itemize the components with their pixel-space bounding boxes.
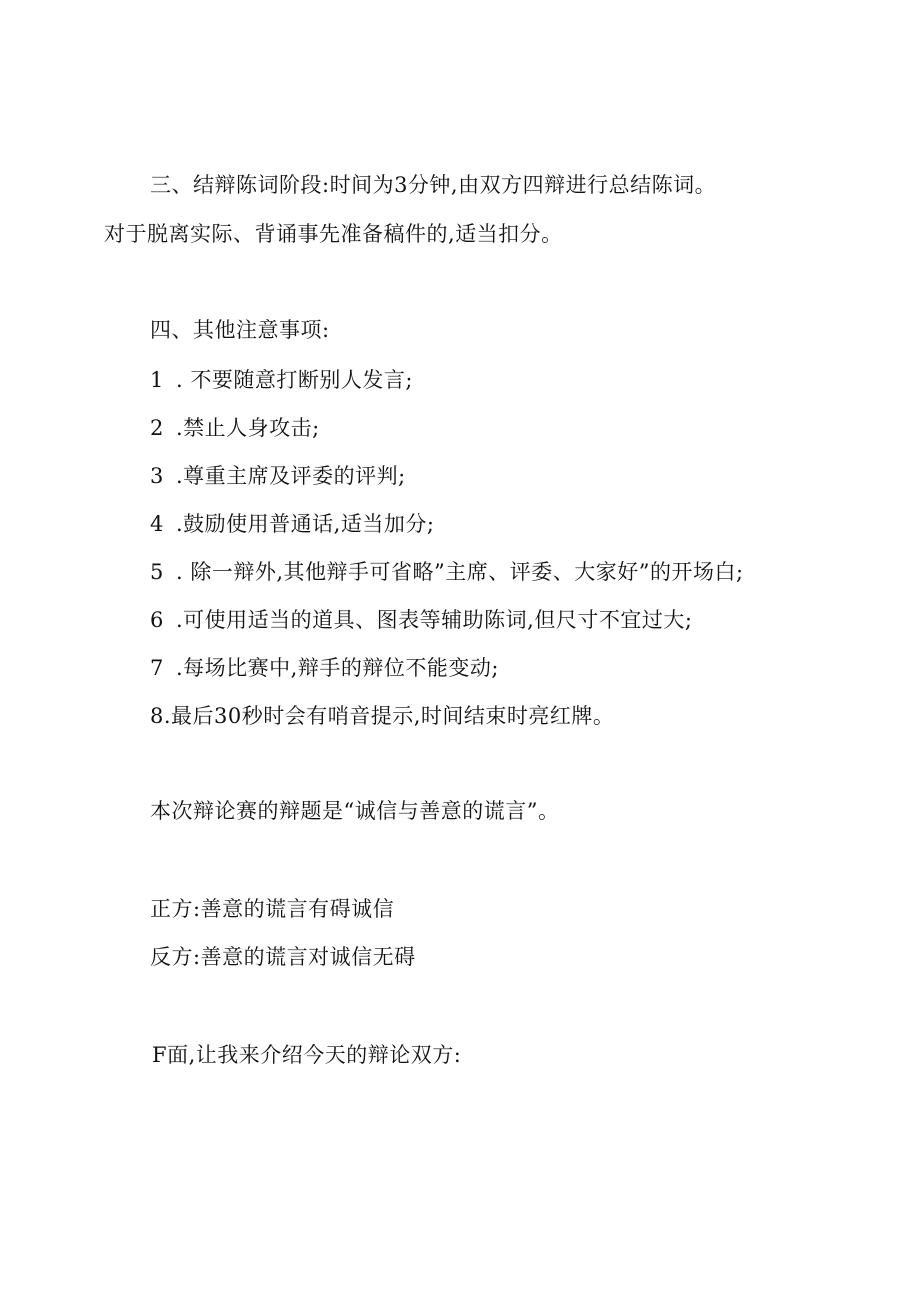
rule-item-text: .可使用适当的道具、图表等辅助陈词,但尺寸不宜过大; xyxy=(176,608,693,632)
rule-item-number: 5 xyxy=(150,560,164,584)
rule-item-number: 6 xyxy=(150,608,164,632)
rule-item-5 xyxy=(150,558,744,586)
rule-item-4 xyxy=(150,510,434,538)
debate-topic: 本次辩论赛的辩题是“诚信与善意的谎言”。 xyxy=(150,799,560,823)
rule-item-number: 3 xyxy=(150,464,164,488)
section3-line1: 三、结辩陈词阶段:时间为3分钟,由双方四辩进行总结陈词。 xyxy=(150,173,717,197)
rule-item-number: 2 xyxy=(150,416,164,440)
section3-line2: 对于脱离实际、背诵事先准备稿件的,适当扣分。 xyxy=(104,222,563,246)
rule-item-number: 1 xyxy=(150,368,164,392)
rule-item-8: 8.最后30秒时会有哨音提示,时间结束时亮红牌。 xyxy=(150,704,615,728)
rule-item-text: .禁止人身攻击; xyxy=(176,416,320,440)
rule-item-1 xyxy=(150,366,413,394)
rule-item-7 xyxy=(150,654,499,682)
rule-item-text: . 不要随意打断别人发言; xyxy=(176,368,413,392)
section4-heading: 四、其他注意事项: xyxy=(150,318,330,342)
con-side: 反方:善意的谎言对诚信无碍 xyxy=(150,945,416,969)
rule-item-text: .尊重主席及评委的评判; xyxy=(176,464,406,488)
rule-item-text: .每场比赛中,辩手的辩位不能变动; xyxy=(176,656,499,680)
rule-item-number: 7 xyxy=(150,656,164,680)
rule-item-6 xyxy=(150,606,692,634)
rule-item-text: .鼓励使用普通话,适当加分; xyxy=(176,512,435,536)
rule-item-3 xyxy=(150,462,406,490)
rule-item-2 xyxy=(150,414,320,442)
introduction-line: F面,让我来介绍今天的辩论双方: xyxy=(152,1043,462,1067)
rule-item-number: 4 xyxy=(150,512,164,536)
pro-side: 正方:善意的谎言有碍诚信 xyxy=(150,897,395,921)
rule-item-text: . 除一辩外,其他辩手可省略”主席、评委、大家好”的开场白; xyxy=(176,560,744,584)
